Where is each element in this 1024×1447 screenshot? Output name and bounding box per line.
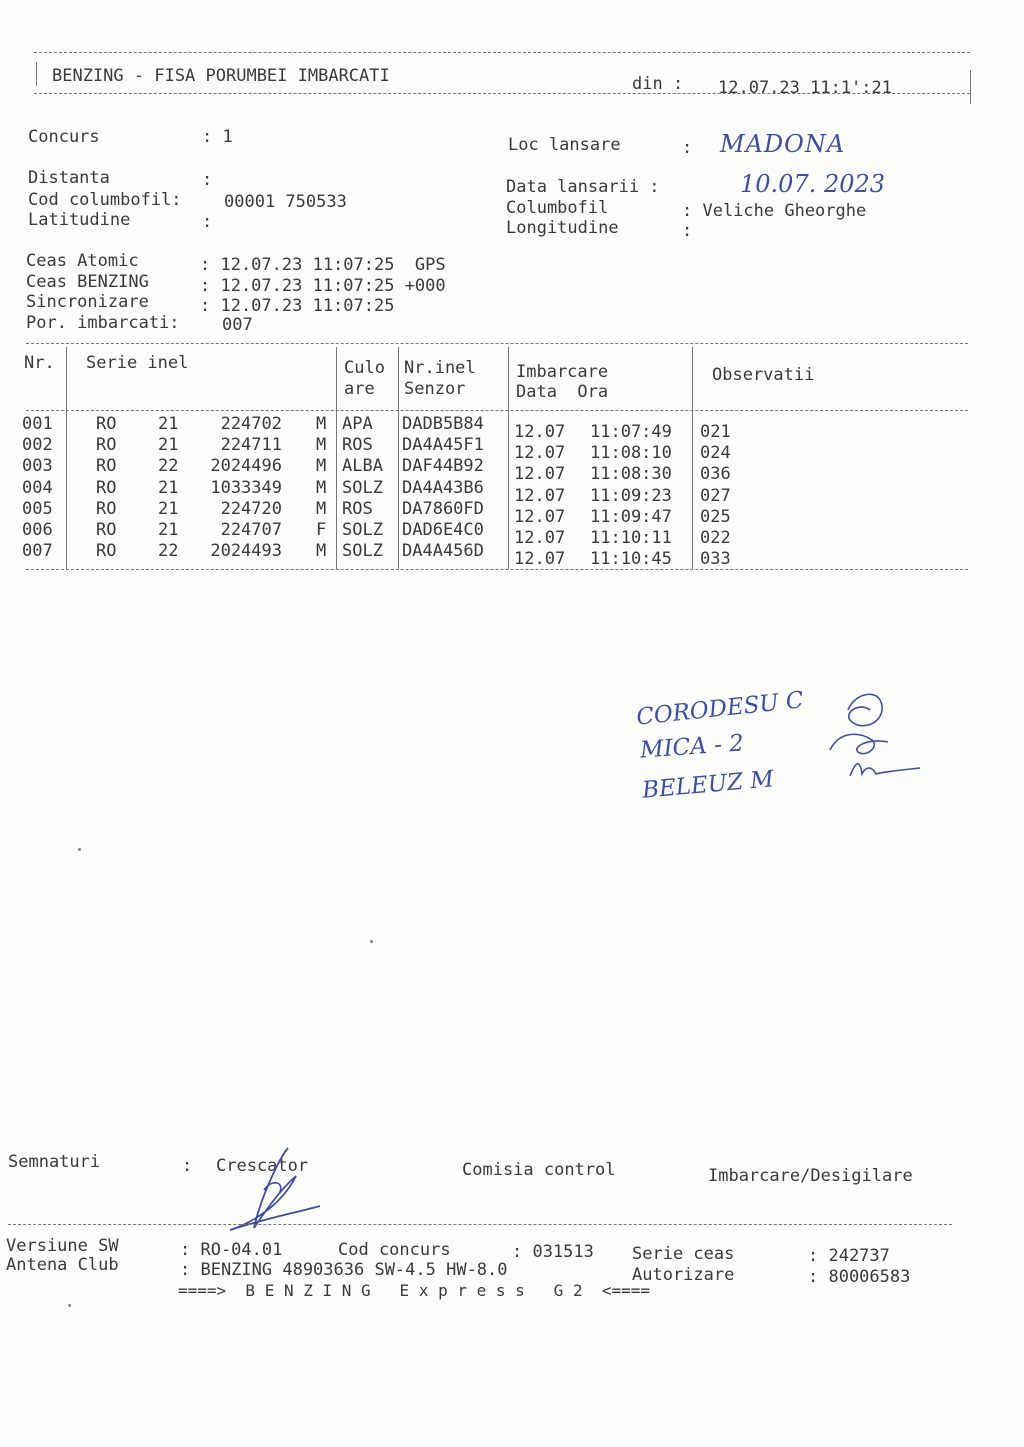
distanta-sep: :	[202, 170, 213, 190]
cell-color: SOLZ	[342, 520, 383, 540]
autorizare-value: : 80006583	[808, 1267, 911, 1287]
header-date-value: 12.07.23 11:1':21	[718, 78, 892, 98]
cell-time: 11:08:30	[590, 464, 672, 485]
cell-date: 12.07	[514, 443, 566, 464]
cell-country: RO	[96, 541, 117, 562]
cell-sex: M	[316, 435, 327, 456]
semnaturi-label: Semnaturi	[8, 1152, 101, 1172]
cell-ring: 2024496	[210, 456, 282, 477]
header-right-bar	[970, 70, 971, 104]
cell-observatii: 033	[700, 549, 731, 570]
header-nr: Nr.	[24, 353, 55, 373]
header-serie-inel: Serie inel	[86, 353, 189, 373]
latitudine-label: Latitudine	[28, 210, 131, 230]
cell-observatii: 021	[700, 422, 731, 442]
cell-nr: 007	[22, 541, 53, 562]
table-header-rule	[26, 410, 968, 411]
longitudine-label: Longitudine	[506, 218, 619, 238]
header-culoare-2: are	[344, 379, 375, 399]
scan-speck	[68, 1304, 71, 1307]
cell-sensor: DA4A45F1	[402, 435, 484, 456]
header-nrinel-1: Nr.inel	[404, 358, 476, 378]
loc-lansare-handwritten: MADONA	[720, 130, 846, 158]
cell-observatii: 024	[700, 443, 731, 464]
cell-sensor: DA4A456D	[402, 541, 484, 562]
cell-country: RO	[96, 520, 117, 540]
crescator-label: Crescator	[216, 1156, 309, 1176]
ceas-atomic-label: Ceas Atomic	[26, 251, 139, 271]
handwritten-note-line3: BELEUZ M	[641, 766, 775, 804]
distanta-label: Distanta	[28, 168, 110, 188]
cell-time: 11:08:10	[590, 443, 672, 464]
header-observatii: Observatii	[712, 365, 815, 385]
cell-country: RO	[96, 456, 117, 477]
por-imbarcati-label: Por. imbarcati:	[26, 313, 180, 333]
semnaturi-sep: :	[182, 1156, 193, 1176]
cell-observatii: 027	[700, 485, 731, 506]
cell-time: 11:07:49	[590, 422, 672, 442]
cell-country: RO	[96, 435, 117, 456]
cell-color: ALBA	[342, 456, 383, 477]
cell-date: 12.07	[514, 549, 566, 570]
autorizare-label: Autorizare	[632, 1265, 735, 1285]
cod-concurs-label: Cod concurs	[338, 1240, 451, 1260]
cell-year: 21	[158, 435, 179, 456]
latitudine-sep: :	[202, 212, 213, 232]
columbofil-value: : Veliche Gheorghe	[682, 201, 867, 221]
col-divider-nr	[66, 347, 67, 569]
cell-country: RO	[96, 498, 117, 519]
antena-club-label: Antena Club	[6, 1255, 119, 1275]
cell-year: 21	[158, 498, 179, 519]
cell-observatii: 022	[700, 528, 731, 548]
cod-concurs-value: : 031513	[512, 1242, 594, 1262]
document-title: BENZING - FISA PORUMBEI IMBARCATI	[52, 66, 390, 86]
footer-rule	[8, 1224, 952, 1225]
cell-country: RO	[96, 414, 117, 434]
header-culoare-1: Culo	[344, 358, 385, 378]
concurs-value: : 1	[202, 127, 233, 147]
cell-nr: 004	[22, 477, 53, 498]
col-divider-culoare	[398, 347, 399, 569]
cell-color: APA	[342, 414, 373, 434]
cell-sensor: DADB5B84	[402, 414, 484, 434]
cell-sex: M	[316, 456, 327, 477]
cell-date: 12.07	[514, 464, 566, 485]
imbarcare-desigilare-label: Imbarcare/Desigilare	[708, 1166, 913, 1186]
cell-nr: 002	[22, 435, 53, 456]
cell-color: SOLZ	[342, 541, 383, 562]
cell-observatii: 025	[700, 506, 731, 527]
header-date-label: din :	[632, 74, 684, 94]
concurs-label: Concurs	[28, 127, 100, 147]
table-top-rule	[26, 343, 968, 344]
cell-sex: F	[316, 520, 327, 540]
benzing-express-banner: ====> B E N Z I N G E x p r e s s G 2 <====	[178, 1281, 651, 1300]
cell-time: 11:10:11	[590, 528, 672, 548]
loc-lansare-label: Loc lansare	[508, 135, 621, 155]
por-imbarcati-value: 007	[222, 315, 253, 335]
data-lansarii-label: Data lansarii :	[506, 177, 660, 197]
cell-nr: 006	[22, 520, 53, 540]
cell-time: 11:09:23	[590, 485, 672, 506]
cell-sensor: DA7860FD	[402, 498, 484, 519]
cell-sex: M	[316, 414, 327, 434]
header-top-rule	[34, 52, 970, 53]
cell-color: SOLZ	[342, 477, 383, 498]
sincronizare-value: : 12.07.23 11:07:25	[200, 296, 395, 316]
cell-date: 12.07	[514, 422, 566, 442]
cell-nr: 003	[22, 456, 53, 477]
loc-lansare-sep: :	[682, 138, 693, 158]
serie-ceas-label: Serie ceas	[632, 1244, 735, 1264]
cell-nr: 005	[22, 498, 53, 519]
versiune-sw-value: : RO-04.01	[180, 1240, 283, 1260]
sincronizare-label: Sincronizare	[26, 292, 149, 312]
cell-date: 12.07	[514, 485, 566, 506]
header-imbarcare-1: Imbarcare	[516, 362, 609, 382]
scan-speck	[78, 848, 81, 851]
cell-sex: M	[316, 541, 327, 562]
cell-year: 21	[158, 414, 179, 434]
ceas-benzing-value: : 12.07.23 11:07:25 +000	[200, 276, 446, 296]
cell-ring: 224707	[220, 520, 282, 540]
cell-sensor: DA4A43B6	[402, 477, 484, 498]
columbofil-label: Columbofil	[506, 198, 609, 218]
cell-ring: 224702	[220, 414, 282, 434]
serie-ceas-value: : 242737	[808, 1246, 890, 1266]
handwritten-note-line2: MICA - 2	[639, 730, 745, 764]
cell-color: ROS	[342, 498, 373, 519]
cell-nr: 001	[22, 414, 53, 434]
table-bottom-rule	[26, 569, 968, 570]
ceas-atomic-value: : 12.07.23 11:07:25 GPS	[200, 255, 446, 275]
crescator-signature	[200, 1140, 340, 1240]
versiune-sw-label: Versiune SW	[6, 1236, 119, 1256]
cell-sensor: DAD6E4C0	[402, 520, 484, 540]
scan-speck	[370, 940, 373, 943]
cell-year: 21	[158, 477, 179, 498]
cell-sex: M	[316, 477, 327, 498]
cell-ring: 224711	[220, 435, 282, 456]
header-left-bar	[36, 62, 37, 86]
col-divider-serie	[336, 347, 337, 569]
cell-time: 11:09:47	[590, 506, 672, 527]
header-nrinel-2: Senzor	[404, 379, 466, 399]
longitudine-sep: :	[682, 221, 693, 241]
cell-sensor: DAF44B92	[402, 456, 484, 477]
cell-observatii: 036	[700, 464, 731, 485]
cell-country: RO	[96, 477, 117, 498]
cell-ring: 1033349	[210, 477, 282, 498]
data-lansarii-handwritten: 10.07. 2023	[740, 170, 886, 198]
antena-club-value: : BENZING 48903636 SW-4.5 HW-8.0	[180, 1260, 508, 1280]
handwritten-note-line1: CORODESU C	[635, 687, 805, 731]
cell-date: 12.07	[514, 506, 566, 527]
comisia-control-label: Comisia control	[462, 1160, 616, 1180]
cell-year: 22	[158, 456, 179, 477]
cod-columbofil-value: 00001 750533	[224, 192, 347, 212]
col-divider-imbarcare	[692, 347, 693, 569]
cod-columbofil-label: Cod columbofil:	[28, 190, 182, 210]
cell-sex: M	[316, 498, 327, 519]
col-divider-senzor	[508, 347, 509, 569]
cell-year: 22	[158, 541, 179, 562]
cell-time: 11:10:45	[590, 549, 672, 570]
cell-ring: 2024493	[210, 541, 282, 562]
cell-ring: 224720	[220, 498, 282, 519]
cell-year: 21	[158, 520, 179, 540]
cell-date: 12.07	[514, 528, 566, 548]
header-imbarcare-2: Data Ora	[516, 382, 609, 402]
ceas-benzing-label: Ceas BENZING	[26, 272, 149, 292]
cell-color: ROS	[342, 435, 373, 456]
handwritten-initials-signature	[800, 680, 930, 790]
